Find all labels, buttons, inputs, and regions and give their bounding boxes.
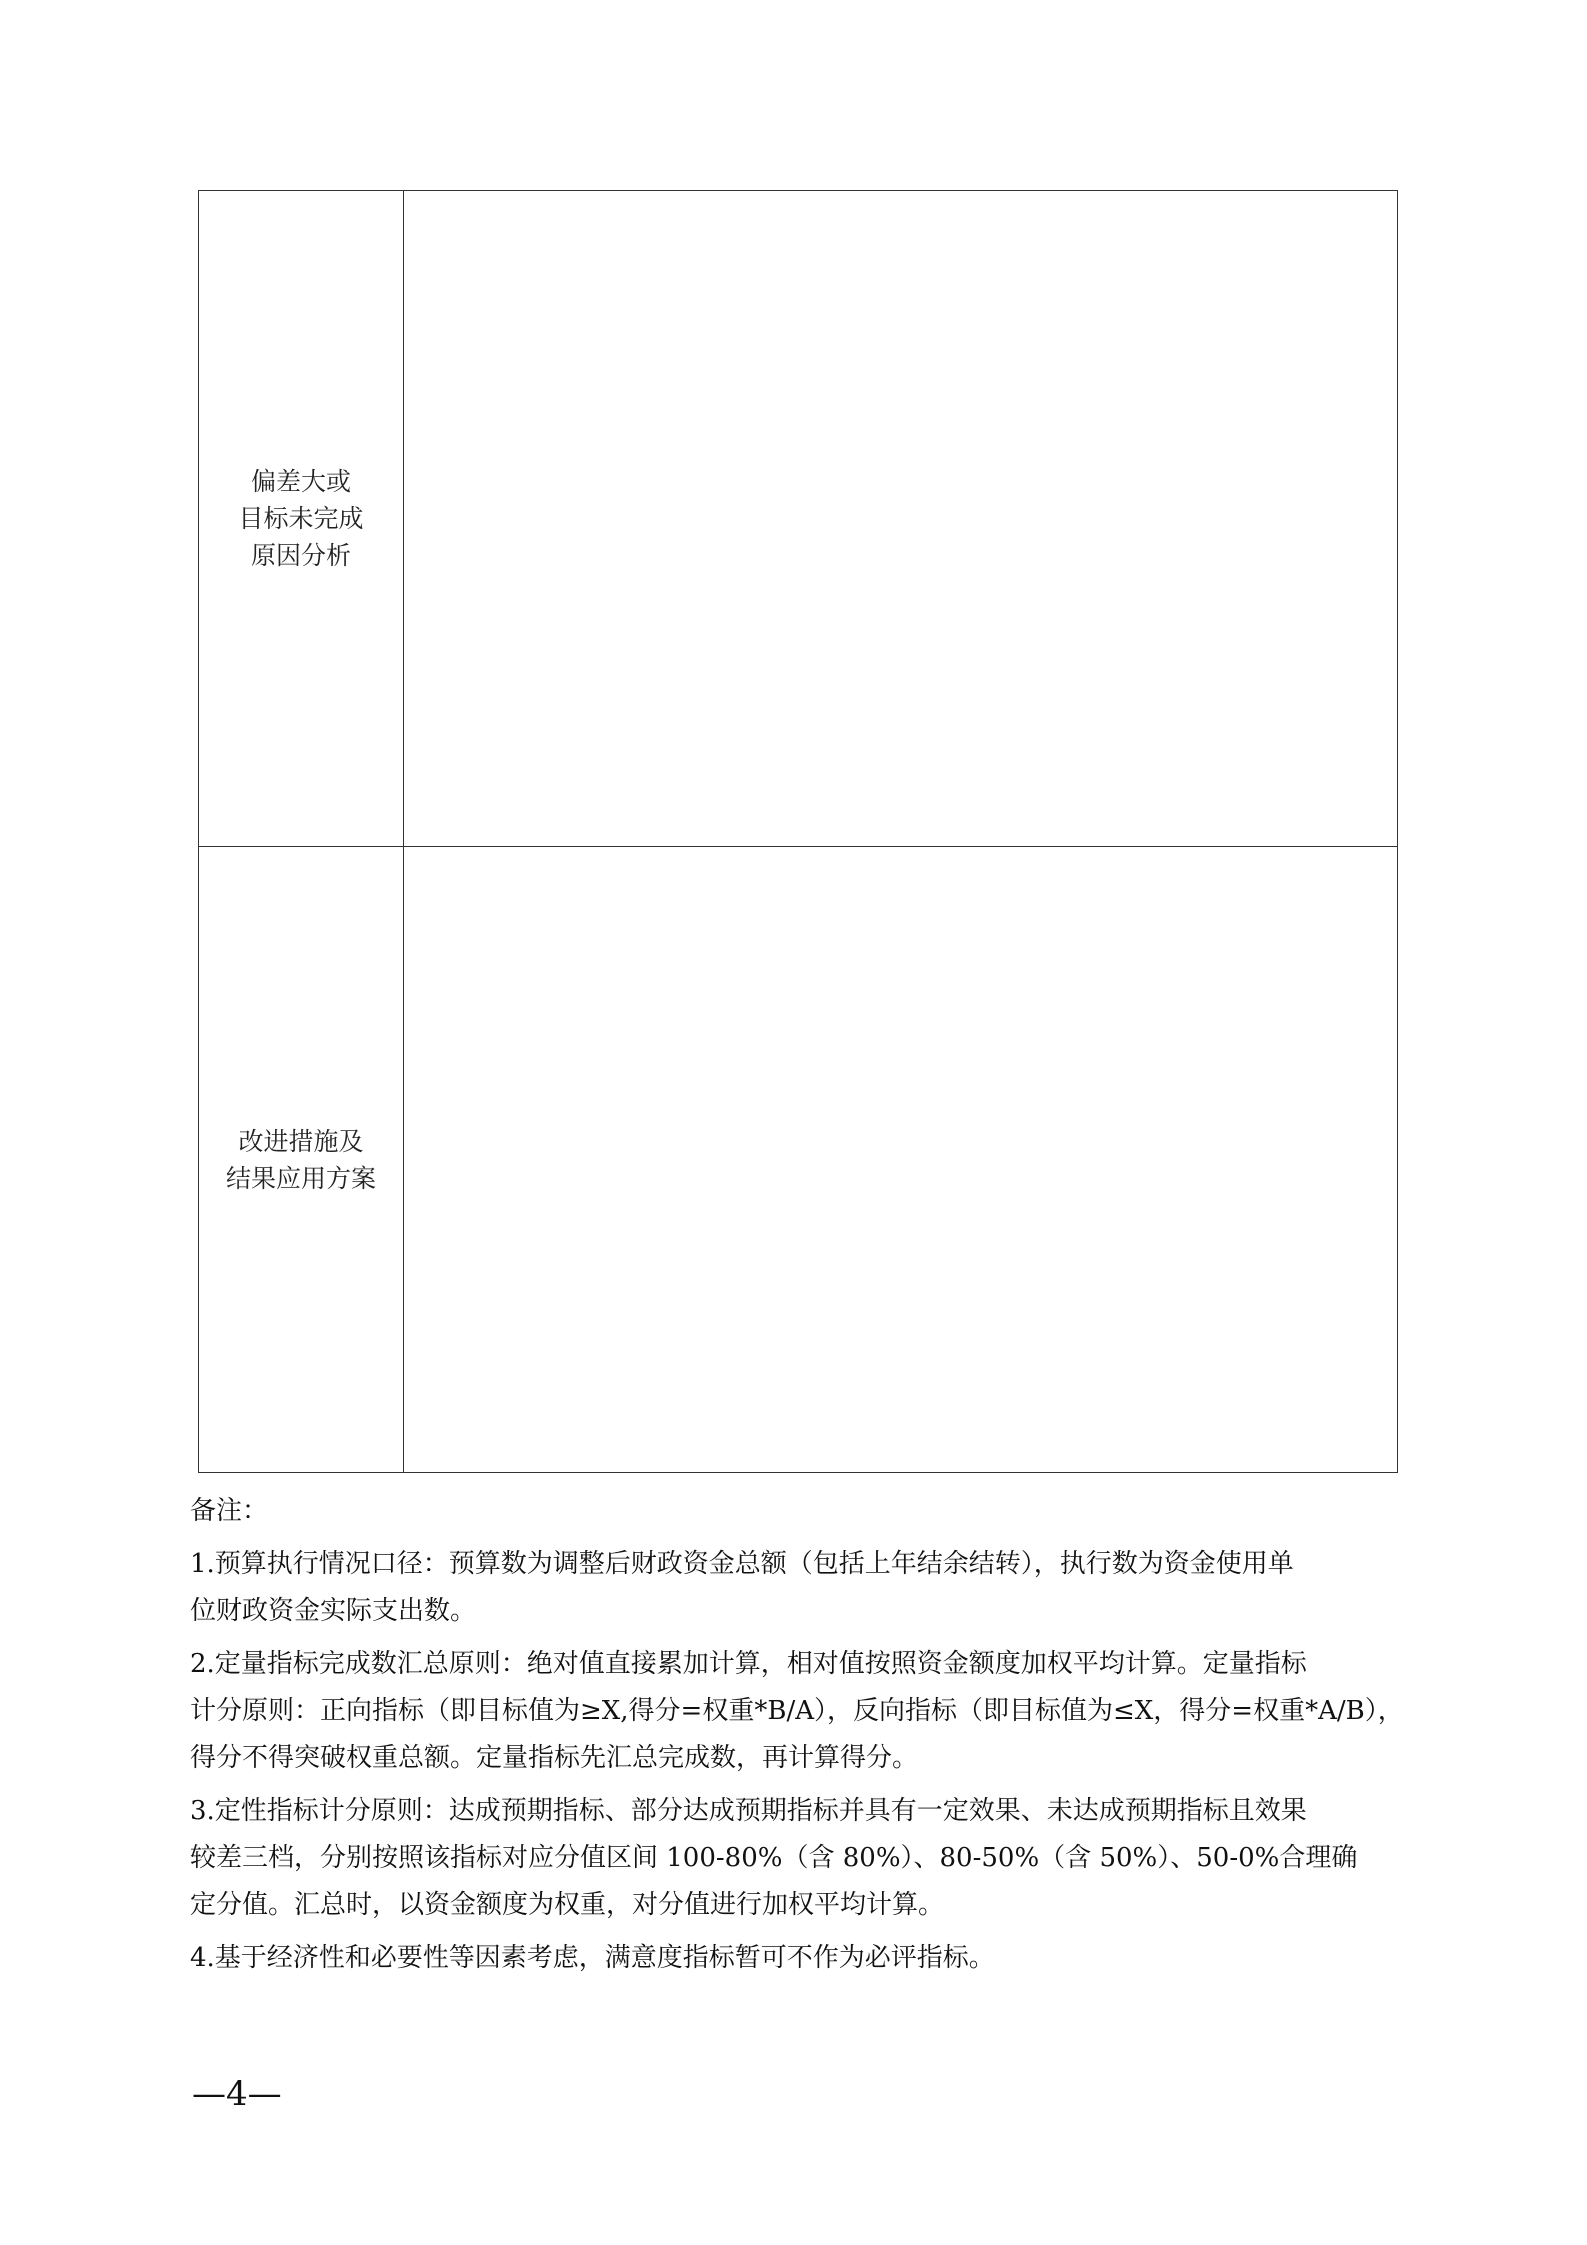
notes-section <box>190 1488 1404 1988</box>
row-label-line: 改进措施及 <box>238 1126 364 1156</box>
row-label-line: 偏差大或 <box>250 467 351 496</box>
row-label-deviation-analysis <box>199 191 404 847</box>
note-line: 2.定量指标完成数汇总原则：绝对值直接累加计算，相对值按照资金额度加权平均计算。定量指标 <box>190 1649 1307 1679</box>
evaluation-form-table <box>198 190 1398 1473</box>
table-row <box>199 191 1398 847</box>
note-item-1 <box>190 1541 1400 1635</box>
page-number: —4— <box>192 2074 282 2114</box>
row-label-line: 结果应用方案 <box>225 1163 376 1193</box>
improvement-plan-content-cell[interactable] <box>404 847 1398 1473</box>
note-line: 4.基于经济性和必要性等因素考虑，满意度指标暂可不作为必评指标。 <box>190 1943 995 1973</box>
note-line: 得分不得突破权重总额。定量指标先汇总完成数，再计算得分。 <box>190 1743 919 1773</box>
note-line: 较差三档，分别按照该指标对应分值区间 100-80%（含 80%）、80-50%（含 50%）、50-0%合理确 <box>190 1843 1358 1873</box>
note-line: 1.预算执行情况口径：预算数为调整后财政资金总额（包括上年结余结转），执行数为资金使用单 <box>190 1549 1294 1579</box>
notes-heading: 备注： <box>190 1496 269 1526</box>
row-label-line: 原因分析 <box>250 541 351 570</box>
note-item-2 <box>190 1641 1404 1782</box>
note-line: 3.定性指标计分原则：达成预期指标、部分达成预期指标并具有一定效果、未达成预期指标且效果 <box>190 1796 1307 1826</box>
row-label-line: 目标未完成 <box>238 504 364 533</box>
table-row <box>199 847 1398 1473</box>
note-line: 定分值。汇总时，以资金额度为权重，对分值进行加权平均计算。 <box>190 1890 945 1920</box>
row-label-improvement-plan <box>199 847 404 1473</box>
note-line: 计分原则：正向指标（即目标值为≥X,得分=权重*B/A），反向指标（即目标值为≤X，得分=权重*A/B）， <box>190 1696 1404 1726</box>
deviation-analysis-content-cell[interactable] <box>404 191 1398 847</box>
note-line: 位财政资金实际支出数。 <box>190 1596 477 1626</box>
note-item-4 <box>190 1935 1400 1982</box>
note-item-3 <box>190 1788 1400 1929</box>
